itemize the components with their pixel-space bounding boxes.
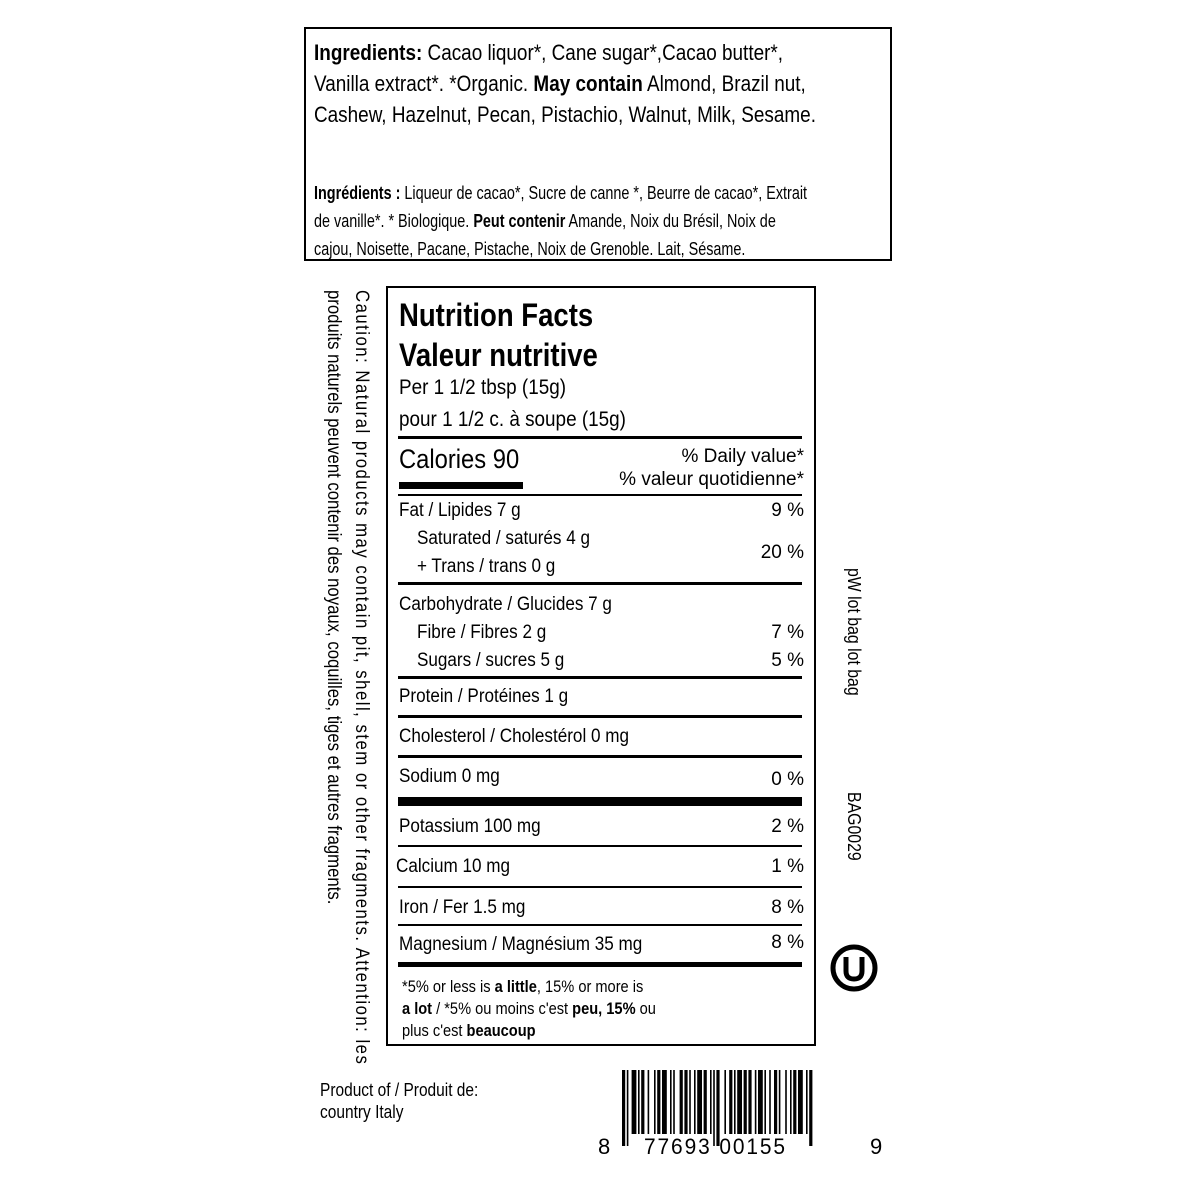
rule-potassium (398, 845, 802, 847)
barcode-bar (622, 1070, 625, 1146)
barcode-middle-digits: 77693 00155 (644, 1134, 787, 1159)
ingredients-fr-line1: Liqueur de cacao*, Sucre de canne *, Beurre de cacao*, Extrait (400, 183, 808, 203)
serving-size-en: Per 1 1/2 tbsp (15g) (399, 376, 567, 399)
fibre-label: Fibre / Fibres 2 g (417, 622, 547, 643)
barcode-bar (641, 1070, 644, 1134)
calcium-label: Calcium 10 mg (396, 856, 511, 877)
barcode-bar (806, 1070, 808, 1134)
barcode-bar (755, 1070, 757, 1134)
trans-label: + Trans / trans 0 g (417, 556, 556, 577)
barcode-bar (673, 1070, 675, 1134)
rule-top-nutrients (398, 494, 802, 496)
calories: Calories 90 (399, 444, 520, 474)
barcode-bar (748, 1070, 751, 1134)
barcode-bar (627, 1070, 629, 1146)
nutrition-facts-panel (386, 286, 816, 1046)
barcode-bar (684, 1070, 687, 1134)
lot-code: pW lot bag lot bag (844, 568, 864, 696)
magnesium-pct: 8 % (771, 932, 804, 953)
barcode-bar (638, 1070, 640, 1134)
ingredients-french (314, 179, 930, 263)
barcode-bar (697, 1070, 702, 1134)
barcode-bar (798, 1070, 803, 1134)
barcode-bar (689, 1070, 691, 1134)
ingredients-fr-line2b: Amande, Noix du Brésil, Noix de (565, 211, 776, 231)
fat-label: Fat / Lipides 7 g (399, 500, 521, 521)
barcode-bar (758, 1070, 763, 1134)
rule-fat (398, 582, 802, 585)
sodium-label: Sodium 0 mg (399, 766, 500, 787)
potassium-pct: 2 % (771, 816, 804, 837)
product-code: BAG0029 (844, 792, 864, 861)
barcode-bar (694, 1070, 696, 1134)
rule-carb (398, 676, 802, 679)
daily-value-en: % Daily value* (681, 446, 804, 467)
barcode-bar (737, 1070, 742, 1134)
daily-value-fr: % valeur quotidienne* (619, 469, 804, 490)
ingredients-text-line2b: Almond, Brazil nut, (642, 71, 806, 96)
ingredients-english (314, 37, 898, 130)
barcode-bar (809, 1070, 812, 1146)
product-of-line2: country Italy (320, 1102, 404, 1122)
barcode-left-digit: 8 (598, 1134, 613, 1159)
kosher-ou-icon (828, 942, 880, 994)
barcode-bar (790, 1070, 792, 1134)
may-contain-label: May contain (533, 71, 643, 96)
rule-cholesterol (398, 755, 802, 758)
calcium-pct: 1 % (771, 856, 804, 877)
ingredients-text-line1: Cacao liquor*, Cane sugar*,Cacao butter*, (422, 40, 784, 65)
barcode-bar (729, 1070, 732, 1134)
barcode-bar (793, 1070, 796, 1134)
barcode-bar (670, 1070, 672, 1134)
barcode-bar (785, 1070, 787, 1134)
barcode-bar (632, 1070, 637, 1134)
rule-serving (398, 436, 802, 439)
barcode-bar (662, 1070, 667, 1134)
sugars-pct: 5 % (771, 650, 804, 671)
product-of-line1: Product of / Produit de: (320, 1080, 479, 1100)
serving-size-fr: pour 1 1/2 c. à soupe (15g) (399, 408, 626, 431)
ingredients-fr-line2: de vanille*. * Biologique. (314, 211, 474, 231)
caution-line2: produits naturels peuvent contenir des noyaux, coquilles, tiges et autres fragments. (323, 290, 344, 905)
sodium-pct: 0 % (771, 769, 804, 790)
footnote: *5% or less is a little, 15% or more is a lot / *5% ou moins c'est peu, 15% ou plus c'est beaucoup (402, 977, 656, 1040)
ingredients-label: Ingredients: (314, 40, 423, 65)
barcode-bar (734, 1070, 736, 1134)
barcode-bar (654, 1070, 656, 1134)
barcode-bar (764, 1070, 766, 1134)
product-of (320, 1079, 504, 1123)
rule-calcium (398, 886, 802, 888)
ingredients-fr-line3: cajou, Noisette, Pacane, Pistache, Noix de Grenoble. Lait, Sésame. (314, 239, 746, 259)
sugars-label: Sugars / sucres 5 g (417, 650, 565, 671)
protein-label: Protein / Protéines 1 g (399, 686, 569, 707)
barcode-bar (744, 1070, 747, 1134)
calories-bar (399, 482, 523, 489)
fibre-pct: 7 % (771, 622, 804, 643)
carb-label: Carbohydrate / Glucides 7 g (399, 594, 612, 615)
peut-contenir-label: Peut contenir (473, 211, 566, 231)
ingredients-fr-label: Ingrédients : (314, 183, 401, 203)
saturated-label: Saturated / saturés 4 g (417, 528, 591, 549)
barcode-bar (710, 1070, 712, 1134)
barcode-bar (704, 1070, 707, 1134)
iron-pct: 8 % (771, 897, 804, 918)
barcode-bar (648, 1070, 650, 1134)
ingredients-text-line2: Vanilla extract*. *Organic. (314, 71, 534, 96)
barcode-bar (769, 1070, 771, 1134)
barcode-bar (680, 1070, 683, 1134)
nutrition-title: Nutrition Facts (399, 297, 594, 333)
ingredients-box (304, 27, 892, 261)
magnesium-label: Magnesium / Magnésium 35 mg (399, 934, 643, 955)
caution-line1: Caution: Natural products may contain pit, shell, stem or other fragments. Attention: les (351, 290, 372, 1066)
nutrition-title-fr: Valeur nutritive (399, 337, 598, 373)
barcode-bar (724, 1070, 726, 1134)
potassium-label: Potassium 100 mg (399, 816, 541, 837)
sat-trans-pct: 20 % (760, 542, 804, 563)
ingredients-text-line3: Cashew, Hazelnut, Pecan, Pistachio, Walnut, Milk, Sesame. (314, 102, 816, 127)
rule-footnote (398, 962, 802, 967)
rule-thick (398, 797, 802, 806)
cholesterol-label: Cholesterol / Cholestérol 0 mg (399, 726, 630, 747)
barcode-bar (657, 1070, 660, 1134)
barcode-right-digit: 9 (870, 1134, 885, 1159)
iron-label: Iron / Fer 1.5 mg (399, 897, 526, 918)
rule-protein (398, 715, 802, 718)
barcode-bar (779, 1070, 781, 1134)
caution-text (319, 290, 375, 1066)
rule-iron (398, 924, 802, 926)
fat-pct: 9 % (771, 500, 804, 521)
barcode-bar (774, 1070, 777, 1134)
